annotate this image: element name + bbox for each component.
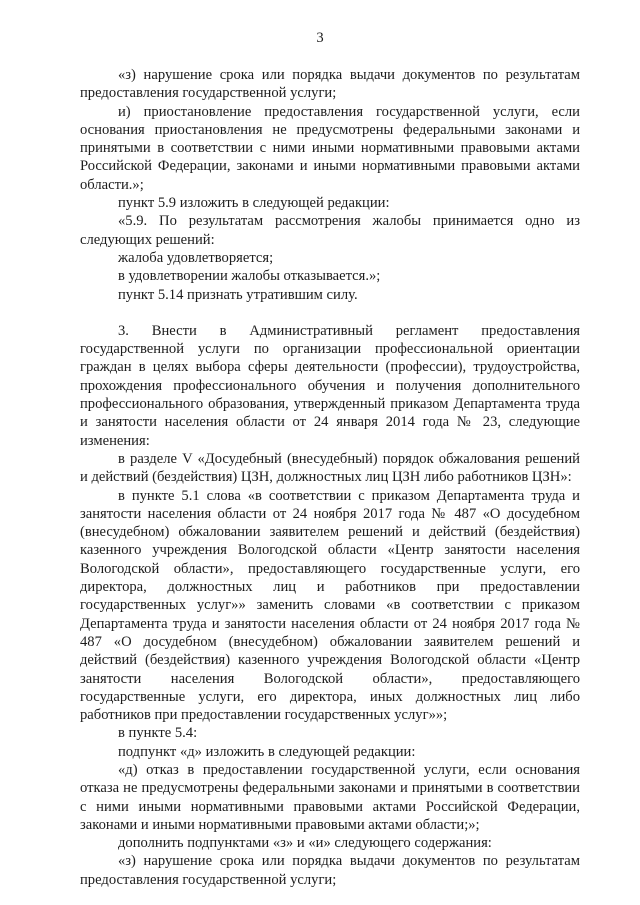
paragraph: в разделе V «Досудебный (внесудебный) порядок обжалования решений и действий (бездействия) ЦЗН, должностных лиц ЦЗН либо работников ЦЗН»: <box>80 450 580 486</box>
paragraph: «д) отказ в предоставлении государственной услуги, если основания отказа не предусмотрены федеральными законами и принятыми в соответствии с ними иными нормативными правовыми актами Российской Федерации, законами и иными нормативными правовыми актами области;»; <box>80 761 580 833</box>
paragraph: подпункт «д» изложить в следующей редакции: <box>118 743 416 760</box>
paragraph: пункт 5.14 признать утратившим силу. <box>118 286 358 303</box>
paragraph: в удовлетворении жалобы отказывается.»; <box>118 268 381 285</box>
paragraph: 3. Внести в Административный регламент предоставления государственной услуги по организации профессиональной ориентации граждан в целях выбора сферы деятельности (профессии), трудоустройства, прохождения профессионального обучения и получения дополнительного профессионального образования, утвержденный приказом Департамента труда и занятости населения области от 24 января 2014 года № 23, следующие изменения: <box>80 322 580 449</box>
paragraph: «5.9. По результатам рассмотрения жалобы принимается одно из следующих решений: <box>80 213 580 248</box>
paragraph: жалоба удовлетворяется; <box>118 249 274 266</box>
paragraph: «з) нарушение срока или порядка выдачи документов по результатам предоставления государственной услуги; <box>80 853 580 888</box>
paragraph: в пункте 5.4: <box>118 725 198 742</box>
paragraph: пункт 5.9 изложить в следующей редакции: <box>118 195 390 212</box>
paragraph: в пункте 5.1 слова «в соответствии с приказом Департамента труда и занятости населения области от 24 ноября 2017 года № 487 «О досудебном (внесудебном) обжаловании заявителем решений и действий (бездействия) казенного учреждения Вологодской области «Центр занятости населения Вологодской области», предоставляющего государственные услуги, его директора, должностных лиц и работников при предоставлении государственных услуг»» заменить словами «в соответствии с приказом Департамента труда и занятости населения области от 24 ноября 2017 года № 487 «О досудебном (внесудебном) обжаловании заявителем решений и действий (бездействия) казенного учреждения Вологодской области «Центр занятости населения Вологодской области», предоставляющего государственные услуги, его директора, иных должностных лиц либо работников при предоставлении государственных услуг»»; <box>80 487 580 724</box>
page-number: 3 <box>316 30 324 46</box>
paragraph: дополнить подпунктами «з» и «и» следующего содержания: <box>118 835 492 852</box>
paragraph: и) приостановление предоставления государственной услуги, если основания приостановления не предусмотрены федеральными законами и принятыми в соответствии с ними иными нормативными правовыми актами Российской Федерации, законами и иными нормативными правовыми актами области.»; <box>80 103 580 193</box>
document-body <box>80 66 580 889</box>
paragraph: «з) нарушение срока или порядка выдачи документов по результатам предоставления государственной услуги; <box>80 67 580 102</box>
